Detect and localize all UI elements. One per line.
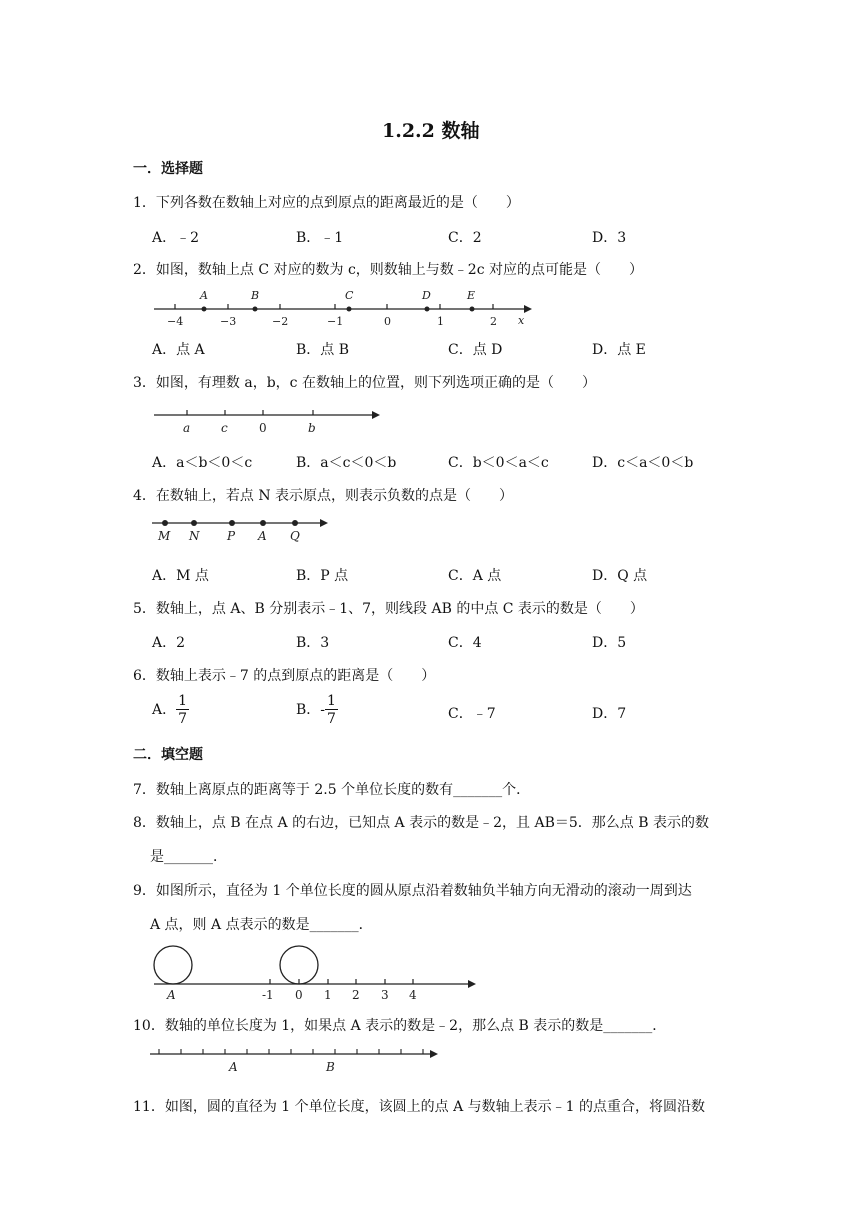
q2-option-a: A．点 A	[152, 342, 205, 358]
q4-option-a: A．M 点	[152, 568, 209, 584]
question-11: 11．如图，圆的直径为 1 个单位长度，该圆上的点 A 与数轴上表示﹣1 的点重合，将圆沿数	[133, 1099, 705, 1115]
q1-option-b: B．﹣1	[296, 230, 344, 246]
question-4: 4．在数轴上，若点 N 表示原点，则表示负数的点是（ ）	[133, 488, 514, 504]
axis-label-x: x	[518, 314, 525, 327]
point-e	[470, 307, 475, 312]
label-0: 0	[259, 421, 267, 435]
section-heading-fill: 二．填空题	[133, 747, 203, 763]
q1-option-c: C．2	[448, 230, 482, 246]
q6-option-a-fraction	[176, 694, 189, 726]
point-q	[292, 520, 298, 526]
q6-option-b-prefix: B．	[296, 702, 321, 718]
label-p: P	[227, 529, 236, 543]
q1-option-d: D．3	[592, 230, 627, 246]
axis-arrow-icon	[468, 980, 476, 988]
point-b	[253, 307, 258, 312]
q4-number-line-figure	[148, 512, 338, 546]
tick-neg4: −4	[167, 315, 184, 328]
q6-option-a	[152, 694, 189, 726]
tick-0: 0	[295, 988, 303, 1002]
axis-arrow-icon	[372, 411, 380, 419]
tick-4: 4	[409, 988, 417, 1002]
tick-1: 1	[324, 988, 332, 1002]
q2-option-c: C．点 D	[448, 342, 503, 358]
fraction-numerator: 1	[327, 693, 336, 709]
question-6: 6．数轴上表示﹣7 的点到原点的距离是（ ）	[133, 668, 436, 684]
q6-option-d: D．7	[592, 706, 627, 722]
label-c: c	[221, 421, 228, 435]
tick-neg2: −2	[272, 315, 289, 328]
label-e: E	[467, 289, 476, 302]
q5-option-c: C．4	[448, 635, 482, 651]
q5-option-a: A．2	[152, 635, 186, 651]
question-3: 3．如图，有理数 a，b，c 在数轴上的位置，则下列选项正确的是（ ）	[133, 375, 596, 391]
circle-origin	[280, 946, 318, 984]
label-a: a	[183, 421, 191, 435]
question-8: 8．数轴上，点 B 在点 A 的右边，已知点 A 表示的数是﹣2，且 AB＝5．那么点 B 表示的数	[133, 815, 709, 831]
q6-option-b-sign: -	[320, 702, 326, 718]
q2-number-line-figure	[150, 284, 540, 330]
q9-rolling-circle-figure	[150, 940, 485, 1002]
q6-option-c: C．﹣7	[448, 706, 496, 722]
label-b: B	[326, 1060, 335, 1074]
question-1: 1．下列各数在数轴上对应的点到原点的距离最近的是（ ）	[133, 195, 520, 211]
q6-option-b	[296, 694, 338, 726]
question-9: 9．如图所示，直径为 1 个单位长度的圆从原点沿着数轴负半轴方向无滑动的滚动一周到达	[133, 883, 692, 899]
fraction-numerator: 1	[178, 693, 188, 709]
q3-number-line-figure	[150, 404, 390, 438]
q4-option-b: B．P 点	[296, 568, 349, 584]
point-d	[425, 307, 430, 312]
label-m: M	[158, 529, 171, 543]
tick-3: 3	[381, 988, 389, 1002]
label-n: N	[189, 529, 200, 543]
point-n	[191, 520, 197, 526]
axis-arrow-icon	[430, 1050, 438, 1058]
q2-option-b: B．点 B	[296, 342, 350, 358]
point-a	[260, 520, 266, 526]
label-a: A	[167, 988, 176, 1002]
question-7: 7．数轴上离原点的距离等于 2.5 个单位长度的数有_______个．	[133, 782, 531, 798]
point-a	[202, 307, 207, 312]
tick-neg1: −1	[327, 315, 344, 328]
tick-0: 0	[384, 315, 391, 328]
question-2: 2．如图，数轴上点 C 对应的数为 c，则数轴上与数﹣2c 对应的点可能是（ ）	[133, 262, 644, 278]
point-m	[162, 520, 168, 526]
point-c	[347, 307, 352, 312]
tick-neg3: −3	[220, 315, 237, 328]
label-a: A	[258, 529, 267, 543]
q6-option-a-prefix: A．	[152, 702, 177, 718]
question-5: 5．数轴上，点 A、B 分别表示﹣1、7，则线段 AB 的中点 C 表示的数是（ ）	[133, 601, 644, 617]
tick-neg1: -1	[262, 988, 274, 1002]
point-p	[229, 520, 235, 526]
q3-option-c: C．b＜0＜a＜c	[448, 455, 549, 471]
q1-option-a: A．﹣2	[152, 230, 200, 246]
q3-option-d: D．c＜a＜0＜b	[592, 455, 694, 471]
q5-option-d: D．5	[592, 635, 627, 651]
label-a: A	[200, 289, 208, 302]
section-heading-choice: 一．选择题	[133, 161, 203, 177]
q5-option-b: B．3	[296, 635, 330, 651]
tick-1: 1	[437, 315, 444, 328]
q6-option-b-fraction	[325, 694, 338, 726]
label-b: b	[308, 421, 316, 435]
question-9-line2: A 点，则 A 点表示的数是_______．	[150, 917, 373, 933]
q2-option-d: D．点 E	[592, 342, 646, 358]
label-d: D	[422, 289, 431, 302]
q10-number-line-figure	[148, 1042, 448, 1076]
label-a: A	[229, 1060, 238, 1074]
page-title: 1.2.2 数轴	[382, 120, 480, 142]
axis-arrow-icon	[320, 519, 328, 527]
label-c: C	[345, 289, 354, 302]
question-10: 10．数轴的单位长度为 1，如果点 A 表示的数是﹣2，那么点 B 表示的数是_______．	[133, 1018, 667, 1034]
fraction-denominator: 7	[327, 711, 336, 727]
q4-option-d: D．Q 点	[592, 568, 648, 584]
q3-option-a: A．a＜b＜0＜c	[152, 455, 253, 471]
fraction-denominator: 7	[178, 711, 188, 727]
label-b: B	[251, 289, 260, 302]
circle-start	[154, 946, 192, 984]
tick-2: 2	[352, 988, 360, 1002]
axis-arrow-icon	[524, 305, 532, 313]
q4-option-c: C．A 点	[448, 568, 502, 584]
question-8-line2: 是_______．	[150, 849, 227, 865]
tick-2: 2	[490, 315, 497, 328]
label-q: Q	[290, 529, 300, 543]
q3-option-b: B．a＜c＜0＜b	[296, 455, 397, 471]
